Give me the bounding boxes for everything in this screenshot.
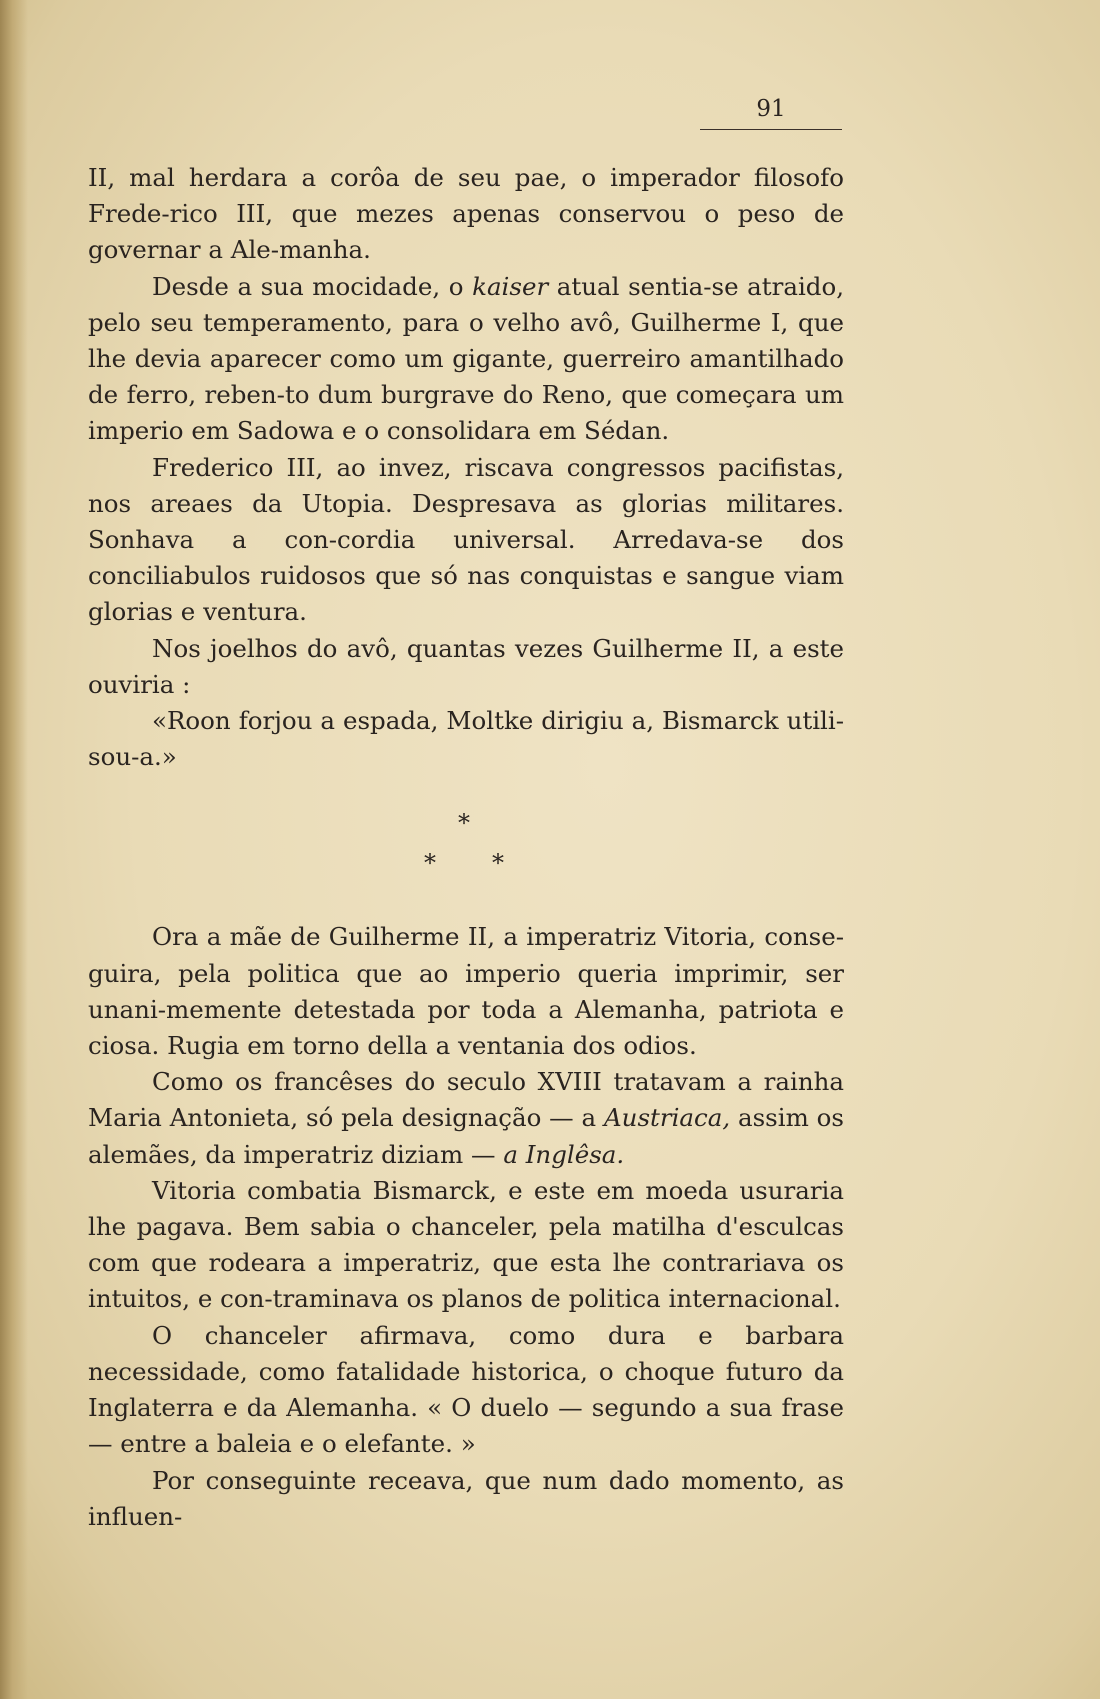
header-rule [700, 129, 842, 130]
italic-text: kaiser [472, 271, 549, 301]
text-segment: O chanceler afirmava, como dura e barbara necessidade, como fatalidade historica, o choque futuro da Inglaterra e da Alemanha. « O duelo — segundo a sua frase — entre a baleia e o elefante. » [88, 1320, 844, 1459]
paragraph [88, 1463, 844, 1535]
text-segment: Por conseguinte receava, que num dado momento, as influen- [88, 1465, 844, 1531]
paragraph [88, 919, 844, 1064]
paragraph [88, 703, 844, 775]
text-segment: Desde a sua mocidade, o [152, 271, 473, 301]
asterism-star: * [424, 849, 436, 878]
text-segment: «Roon forjou a espada, Moltke dirigiu a, Bismarck utili-sou-a.» [88, 706, 844, 772]
asterism [88, 791, 844, 911]
paragraph [88, 160, 844, 269]
italic-text: Austriaca, [603, 1103, 731, 1133]
page-edge-shadow [0, 0, 28, 1699]
text-segment: atual sentia-se atraido, pelo seu temperamento, para o velho avô, Guilherme I, que lhe devia aparecer como um gigante, guerreiro amantilhado de ferro, reben-to dum burgrave do Reno, que começara um imperio em Sadowa e o consolidara em Sédan. [88, 271, 845, 446]
text-segment: Ora a mãe de Guilherme II, a imperatriz Vitoria, conse-guira, pela politica que ao imperio queria imprimir, ser unani-memente detestada por toda a Alemanha, patriota e ciosa. Rugia em torno della a ventania dos odios. [88, 922, 844, 1061]
paragraph [88, 1318, 844, 1463]
asterism-star: * [492, 849, 504, 878]
asterism-star: * [458, 809, 470, 838]
paragraph [88, 450, 844, 631]
page-number: 91 [756, 96, 786, 122]
text-section-after [88, 919, 844, 1534]
body-text [88, 160, 844, 1535]
paragraph [88, 269, 844, 450]
text-segment: Nos joelhos do avô, quantas vezes Guilherme II, a este ouviria : [88, 633, 844, 699]
paragraph [88, 1173, 844, 1318]
paragraph [88, 1064, 844, 1173]
text-segment: Vitoria combatia Bismarck, e este em moeda usuraria lhe pagava. Bem sabia o chanceler, pela matilha d'esculcas com que rodeara a imperatriz, que esta lhe contrariava os intuitos, e con-traminava os planos de politica internacional. [88, 1175, 844, 1314]
text-segment: Como os francêses do seculo XVIII tratavam a rainha Maria Antonieta, só pela designação — a [88, 1067, 844, 1133]
italic-text: a Inglêsa. [503, 1139, 625, 1169]
paragraph [88, 631, 844, 703]
text-segment: Frederico III, ao invez, riscava congressos pacifistas, nos areaes da Utopia. Despresava as glorias militares. Sonhava a con-cordia universal. Arredava-se dos conciliabulos ruidosos que só nas conquistas e sangue viam glorias e ventura. [88, 452, 844, 627]
text-segment: assim os alemães, da imperatriz diziam — [88, 1103, 844, 1169]
text-section-before [88, 160, 844, 775]
text-segment: II, mal herdara a corôa de seu pae, o imperador filosofo Frede-rico III, que mezes apenas conservou o peso de governar a Ale-manha. [88, 163, 844, 265]
